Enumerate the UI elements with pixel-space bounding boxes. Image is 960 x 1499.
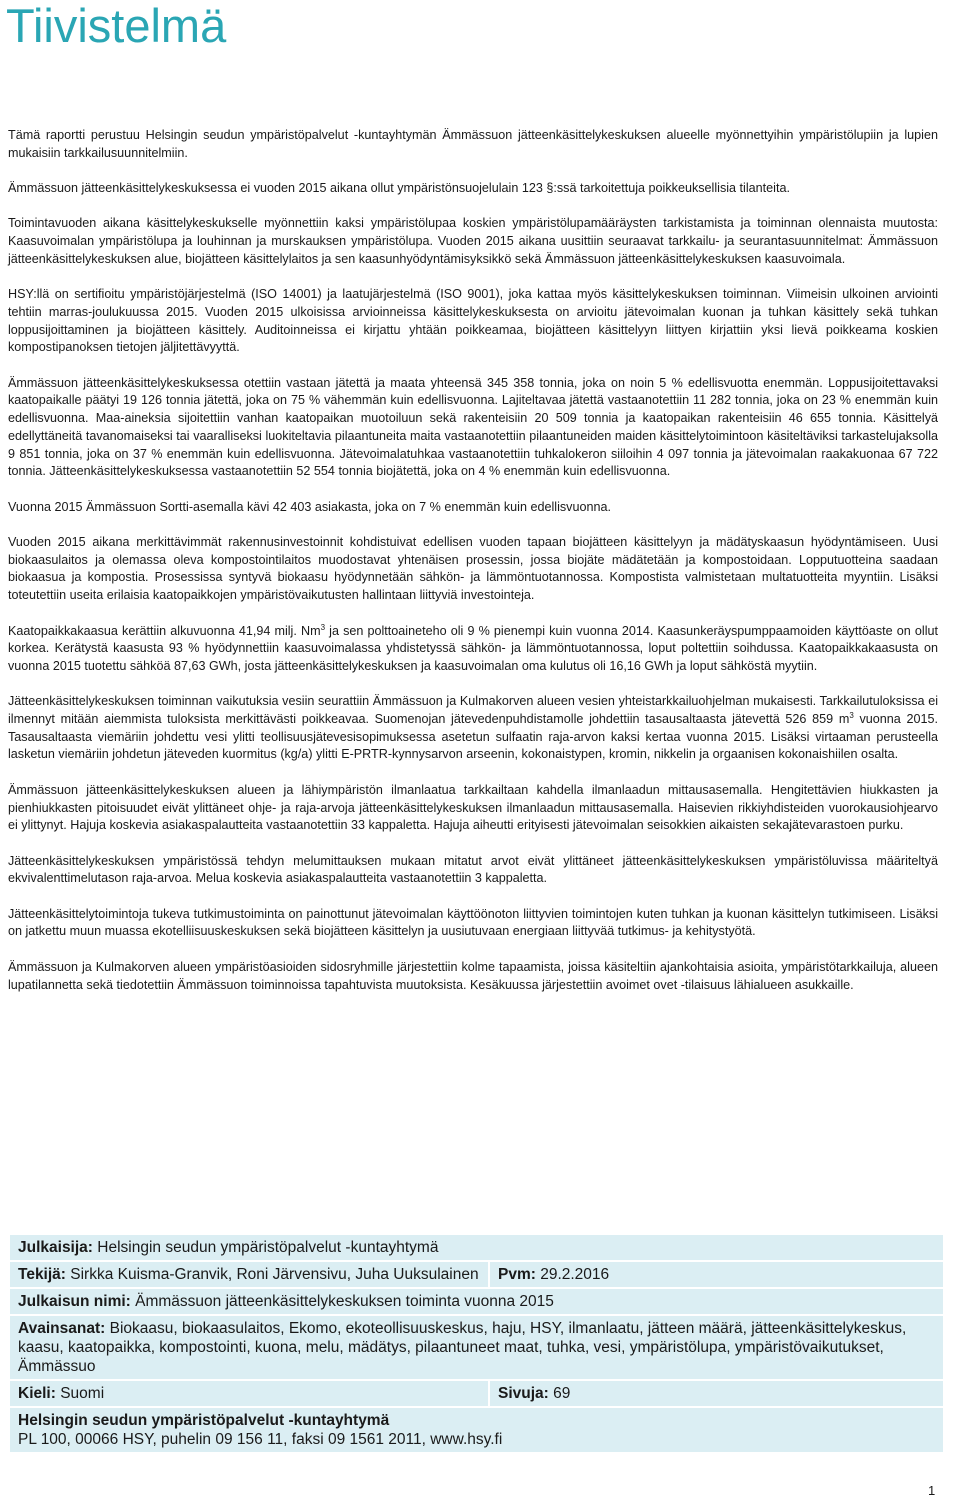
paragraph: Ämmässuon jätteenkäsittelykeskuksen alueen ja lähiympäristön ilmanlaatua tarkkailtaan kahdella ilmanlaadun mittausasemalla. Hengitettävien hiukkasten ja pienhiukkasten pitoisuudet eivät ylittäneet ohje- ja raja-arvoja jätteenkäsittelykeskuksen ilmanlaadun mittausasemalla. Haisevien rikkiyhdisteiden vuorokausiohjearvo ei ylittynyt. Hajuja koskevia asiakaspalautteita vastaanotettiin 33 kappaletta. Hajuja aiheutti erityisesti jätevoimalan seisokkien aikaisten sekajätevarastoen purku. [8, 782, 938, 833]
paragraph: Ämmässuon jätteenkäsittelykeskuksessa otettiin vastaan jätettä ja maata yhteensä 345 358 tonnia, joka on noin 5 % edellisvuotta enemmän. Loppusijoitettavaksi kaatopaikalle päätyi 19 126 tonnia jätettä, joka on 75 % vähemmän kuin edellisvuonna. Lajiteltavaa jätettä vastaanotettiin 11 282 tonnia, joka on 23 % enemmän kuin edellisvuonna. Maa-aineksia sijoitettiin vanhan kaatopaikan muotoiluun sekä rakenteisiin 20 509 tonnia ja kaatopaikan rakenteisiin 46 655 tonnia. Käsittelyä edellyttäneitä tavanomaiseksi tai vaaralliseksi luokiteltavia pilaantuneita maita vastaanotettiin pilaantuneiden maiden käsittelytoimintoon käsiteltäviksi tarkastelujaksolla 9 851 tonnia, joka on 37 % enemmän kuin edellisvuonna. Jätevoimalatuhkaa vastaanotettiin tuhkalokeron siiloihin 4 097 tonnia ja jätevoimalan raakakuonaa 67 722 tonnia. Jätteenkäsittelykeskuksessa vastaanotettiin 52 554 tonnia biojätettä, joka on 4 % enemmän kuin edellisvuonna. [8, 375, 938, 479]
paragraph-text: Jätteenkäsittelykeskuksen toiminnan vaikutuksia vesiin seurattiin Ämmässuon ja Kulmakorven alueen vesien yhteistarkkailuohjelman mukaisesti. Tarkkailutuloksissa ei ilmennyt mitään aiemmista tuloksista merkittävästi poikkeavaa. Suomenojan jätevedenpuhdistamolle johdettiin tasausaltaasta jätevettä 526 859 m [8, 694, 938, 727]
superscript: 3 [849, 711, 854, 721]
publication-name-value: Ämmässuon jätteenkäsittelykeskuksen toiminta vuonna 2015 [130, 1293, 554, 1310]
paragraph-gas [8, 623, 938, 676]
publisher-label: Julkaisija: [18, 1239, 93, 1256]
organization-name: Helsingin seudun ympäristöpalvelut -kuntayhtymä [18, 1412, 390, 1429]
publication-info-table [8, 1233, 945, 1454]
table-row [9, 1380, 944, 1407]
language-value: Suomi [55, 1385, 105, 1402]
paragraph-water [8, 693, 938, 764]
language-label: Kieli: [18, 1385, 56, 1402]
paragraph-text: Kaatopaikkakaasua kerättiin alkuvuonna 41,94 milj. Nm [8, 623, 321, 638]
publication-name-cell [9, 1288, 944, 1315]
date-value: 29.2.2016 [535, 1266, 610, 1283]
organization-cell [9, 1407, 944, 1453]
table-row [9, 1288, 944, 1315]
paragraph: Toimintavuoden aikana käsittelykeskukselle myönnettiin kaksi ympäristölupaa koskien ympäristölupamääräysten tarkistamista ja toiminnan olennaista muutosta: Kaasuvoimalan ympäristölupa ja louhinnan ja murskauksen ympäristölupa. Vuoden 2015 aikana uusittiin seuraavat tarkkailu- ja seurantasuunnitelmat: Ämmässuon jätteenkäsittelykeskuksen alue, biojätteen käsittelylaitos ja sen kaasunhyödyntämisyksikkö sekä Ämmässuon jätteenkäsittelykeskuksen kaasuvoimala. [8, 216, 938, 266]
paragraph-text: vuonna 2015. Tasausaltaasta viemäriin johdettu vesi ylitti teollisuusjätevesisopimuksessa asetetun sulfaatin raja-arvon kaksi kertaa vuonna 2015. Lisäksi virtaaman perusteella lasketun viemäriin johdetun jäteveden kuormitus (kg/a) ylitti E-PRTR-kynnysarvon arseenin, kokonaistypen, kromin, nikkelin ja orgaanisen kokonaishiilen osalta. [8, 712, 938, 762]
paragraph: Ämmässuon ja Kulmakorven alueen ympäristöasioiden sidosryhmille järjestettiin kolme tapaamista, joissa käsiteltiin ajankohtaisia asioita, ympäristötarkkailuja, alueen lupatilannetta sekä tiedotettiin Ämmässuon toiminnoissa tapahtuvista muutoksista. Kesäkuussa järjestettiin avoimet ovet -tilaisuus lähialueen asukkaille. [8, 959, 938, 992]
pages-label: Sivuja: [497, 1385, 549, 1402]
paragraph: Jätteenkäsittelykeskuksen ympäristössä tehdyn melumittauksen mukaan mitatut arvot eivät ylittäneet jätteenkäsittelykeskuksen ympäristöluvissa määriteltyä ekvivalenttimelutason raja-arvoa. Melua koskevia asiakaspalautteita vastaanotettiin 3 kappaletta. [8, 853, 938, 886]
paragraph: Vuonna 2015 Ämmässuon Sortti-asemalla kävi 42 403 asiakasta, joka on 7 % enemmän kuin edellisvuonna. [8, 499, 611, 514]
authors-cell [9, 1261, 489, 1288]
summary-body [8, 127, 938, 994]
organization-address: PL 100, 00066 HSY, puhelin 09 156 11, faksi 09 1561 2011, www.hsy.fi [18, 1431, 503, 1448]
keywords-label: Avainsanat: [18, 1320, 106, 1337]
date-label: Pvm: [497, 1266, 536, 1283]
table-row [9, 1234, 944, 1261]
paragraph-text: ja sen polttoaineteho oli 9 % pienempi kuin vuonna 2014. Kaasunkeräyspumppaamoiden käyttöaste on ollut korkea. Kerätystä kaasusta 93 % hyödynnettiin kaasuvoimalassa yhdistetyssä sähkön- ja lämmöntuotannossa, loput poltettiin soihdussa. Kaatopaikkakaasusta on vuonna 2015 tuotettu sähköä 87,63 GWh, josta jätteenkäsittelykeskuksen ja kaasuvoimalan oma kulutus oli 16,16 GWh ja loput sähköstä myytiin. [8, 623, 938, 673]
authors-label: Tekijä: [18, 1266, 66, 1283]
publisher-cell [9, 1234, 944, 1261]
pages-value: 69 [548, 1385, 571, 1402]
page-title: Tiivistelmä [6, 0, 227, 52]
pages-cell [489, 1380, 944, 1407]
table-row [9, 1407, 944, 1453]
paragraph: Tämä raportti perustuu Helsingin seudun ympäristöpalvelut -kuntayhtymän Ämmässuon jätteenkäsittelykeskuksen alueelle myönnettyihin ympäristölupiin ja lupien mukaisiin tarkkailusuunnitelmiin. [8, 128, 938, 160]
paragraph: Vuoden 2015 aikana merkittävimmät rakennusinvestoinnit kohdistuivat edellisen vuoden tapaan biojätteen käsittelyyn ja mädätyskaasun hyödyntämiseen. Uusi biokaasulaitos ja olemassa oleva kompostointilaitos muodostavat yhtenäisen prosessin, jossa biojäte mädätetään ja kompostoidaan. Lopputuotteina saadaan biokaasua ja kompostia. Prosessissa syntyvä biokaasu hyödynnetään sähkön- ja lämmöntuotannossa. Kompostista valmistetaan multatuotteita myyntiin. Lisäksi toteutettiin useita erilaisia kaatopaikkojen ympäristövaikutusten hallintaan liittyviä investointeja. [8, 535, 938, 603]
paragraph: HSY:llä on sertifioitu ympäristöjärjestelmä (ISO 14001) ja laatujärjestelmä (ISO 9001), joka kattaa myös käsittelykeskuksen toiminnan. Viimeisin ulkoinen arviointi tehtiin marras-joulukuussa 2015. Vuoden 2015 ulkoisissa arvioinneissa käsittelykeskuksesta on arvioitu jätevoimalan kuonan ja tuhkan käsittely sekä tuhkan loppusijoittaminen ja biojätteen käsittely. Auditoinneissa ei kirjattu yhtään poikkeamaa, biojätteen käsittelyyn liittyen kirjattiin yksi lievä poikkeama koskien kompostipanoksen tietojen jäljitettävyyttä. [8, 287, 938, 355]
publication-name-label: Julkaisun nimi: [18, 1293, 131, 1310]
keywords-cell [9, 1315, 944, 1380]
publisher-value: Helsingin seudun ympäristöpalvelut -kuntayhtymä [92, 1239, 439, 1256]
keywords-value: Biokaasu, biokaasulaitos, Ekomo, ekoteollisuuskeskus, haju, HSY, ilmanlaatu, jätteen määrä, jätteenkäsittelykeskus, kaasu, kaatopaikka, kompostointi, kuona, melu, mädätys, pilaantuneet maat, tuhka, vesi, ympäristölupa, ympäristövaikutukset, Ämmässuo [18, 1320, 907, 1375]
table-row [9, 1261, 944, 1288]
date-cell [489, 1261, 944, 1288]
paragraph: Ämmässuon jätteenkäsittelykeskuksessa ei vuoden 2015 aikana ollut ympäristönsuojelulain 123 §:ssä tarkoitettuja poikkeuksellisia tilanteita. [8, 181, 790, 196]
page-number: 1 [928, 1483, 936, 1498]
language-cell [9, 1380, 489, 1407]
table-row [9, 1315, 944, 1380]
superscript: 3 [320, 622, 326, 632]
paragraph: Jätteenkäsittelytoimintoja tukeva tutkimustoiminta on painottunut jätevoimalan käyttöönoton liittyvien toimintojen kuten tuhkan ja kuonan käsittelyn tutkimiseen. Lisäksi on jatkettu muun muassa ekotelliisuuskeskuksen sekä biojätteen käsittelyn ja uusiutuvaan energiaan liittyvää tutkimus- ja kehitystyötä. [8, 906, 938, 939]
authors-value: Sirkka Kuisma-Granvik, Roni Järvensivu, Juha Uuksulainen [65, 1266, 479, 1283]
